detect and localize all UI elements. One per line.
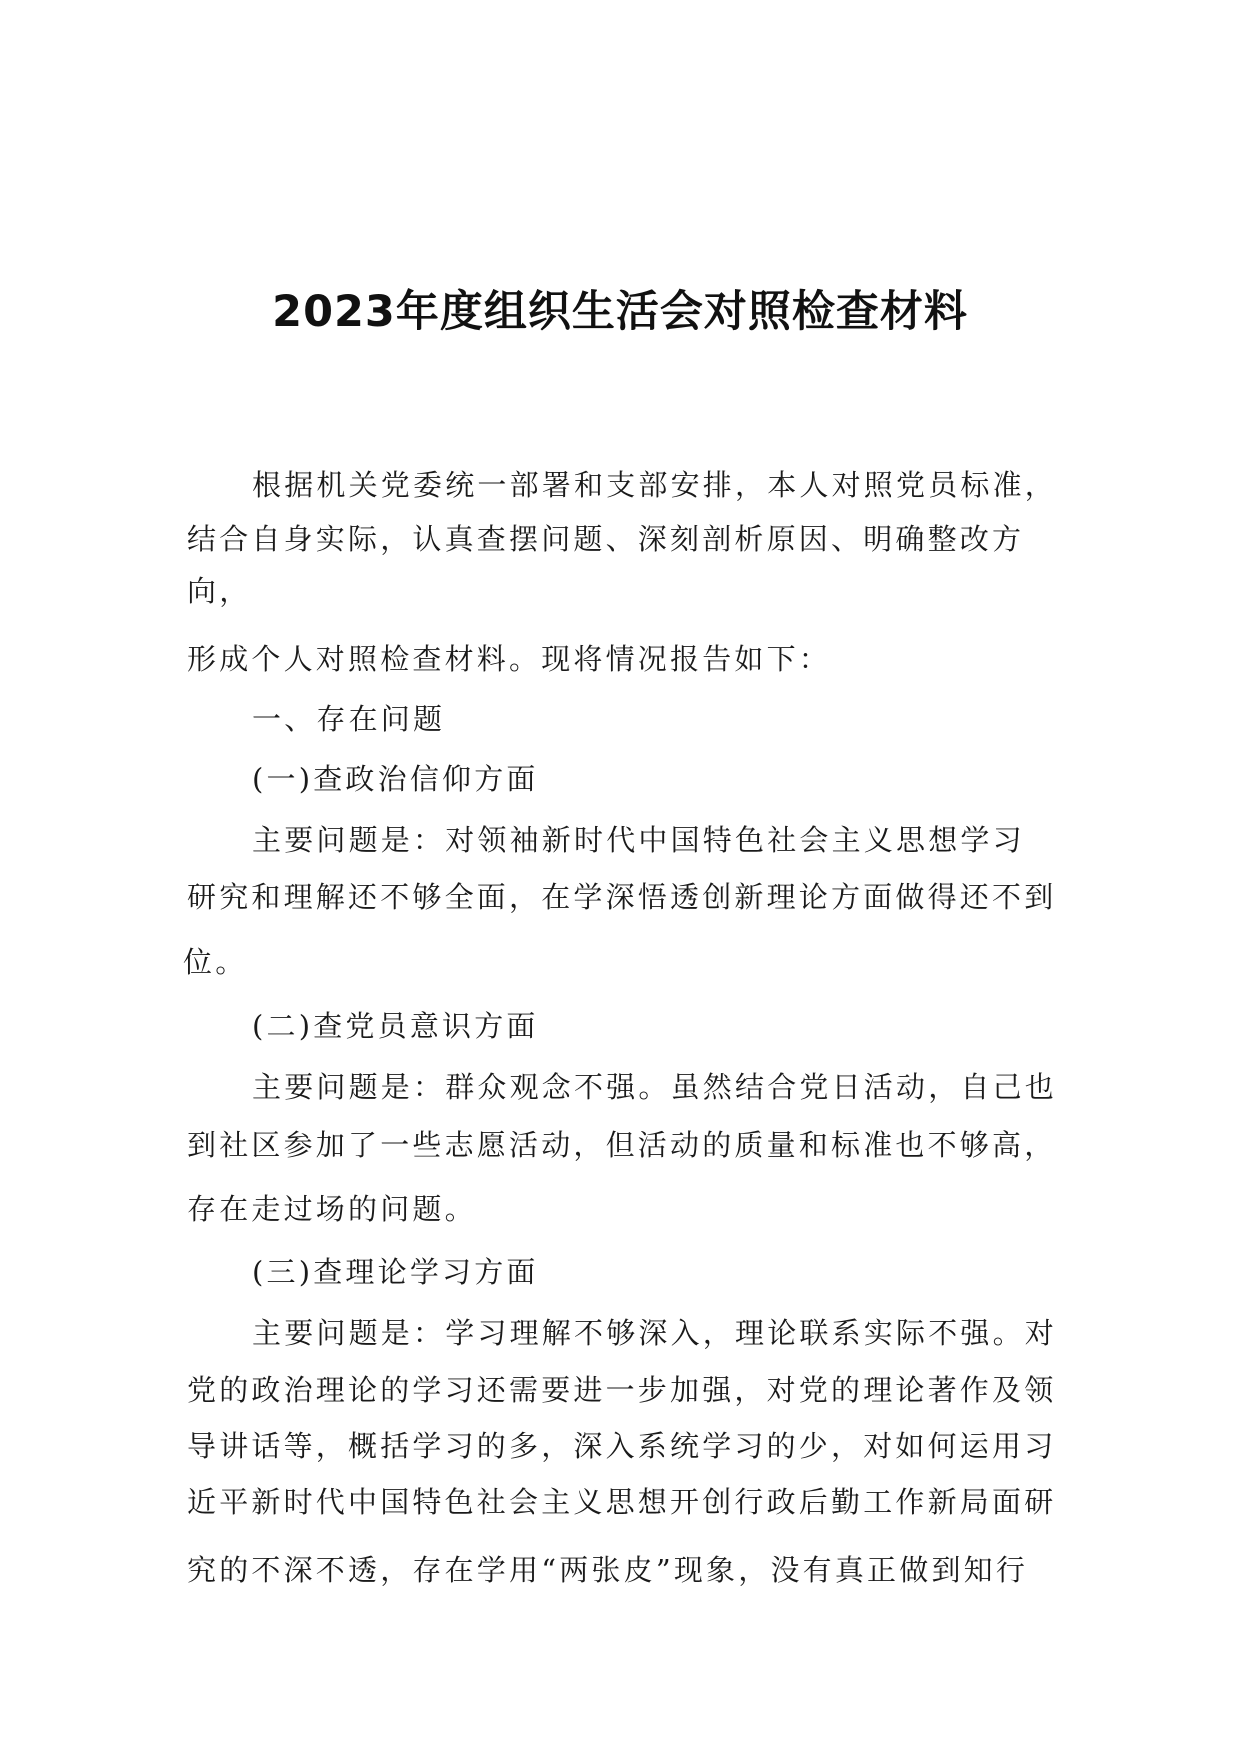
paragraph-line: 位。: [183, 945, 248, 979]
paragraph-line: 结合自身实际，认真查摆问题、深刻剖析原因、明确整改方: [187, 522, 1025, 556]
paragraph-line: 向，: [187, 574, 252, 608]
subsection-heading: (二)查党员意识方面: [252, 1009, 539, 1043]
paragraph-line: 形成个人对照检查材料。现将情况报告如下：: [187, 642, 832, 676]
paragraph-line: 究的不深不透，存在学用“两张皮”现象，没有真正做到知行: [187, 1553, 1029, 1587]
paragraph-line: 到社区参加了一些志愿活动，但活动的质量和标准也不够高，: [187, 1128, 1057, 1162]
paragraph-line: 主要问题是：群众观念不强。虽然结合党日活动，自己也: [252, 1070, 1058, 1104]
document-title: 2023年度组织生活会对照检查材料: [272, 287, 968, 337]
paragraph-line: 存在走过场的问题。: [187, 1192, 477, 1226]
subsection-heading: (一)查政治信仰方面: [252, 762, 539, 796]
paragraph-line: 近平新时代中国特色社会主义思想开创行政后勤工作新局面研: [187, 1485, 1057, 1519]
paragraph-line: 研究和理解还不够全面，在学深悟透创新理论方面做得还不到: [187, 880, 1057, 914]
paragraph-line: 主要问题是：对领袖新时代中国特色社会主义思想学习: [252, 823, 1025, 857]
paragraph-line: 党的政治理论的学习还需要进一步加强，对党的理论著作及领: [187, 1373, 1057, 1407]
paragraph-line: 根据机关党委统一部署和支部安排，本人对照党员标准，: [252, 468, 1058, 502]
paragraph-line: 主要问题是：学习理解不够深入，理论联系实际不强。对: [252, 1316, 1058, 1350]
subsection-heading: (三)查理论学习方面: [252, 1255, 539, 1289]
section-heading: 一、存在问题: [252, 702, 446, 736]
paragraph-line: 导讲话等，概括学习的多，深入系统学习的少，对如何运用习: [187, 1429, 1057, 1463]
